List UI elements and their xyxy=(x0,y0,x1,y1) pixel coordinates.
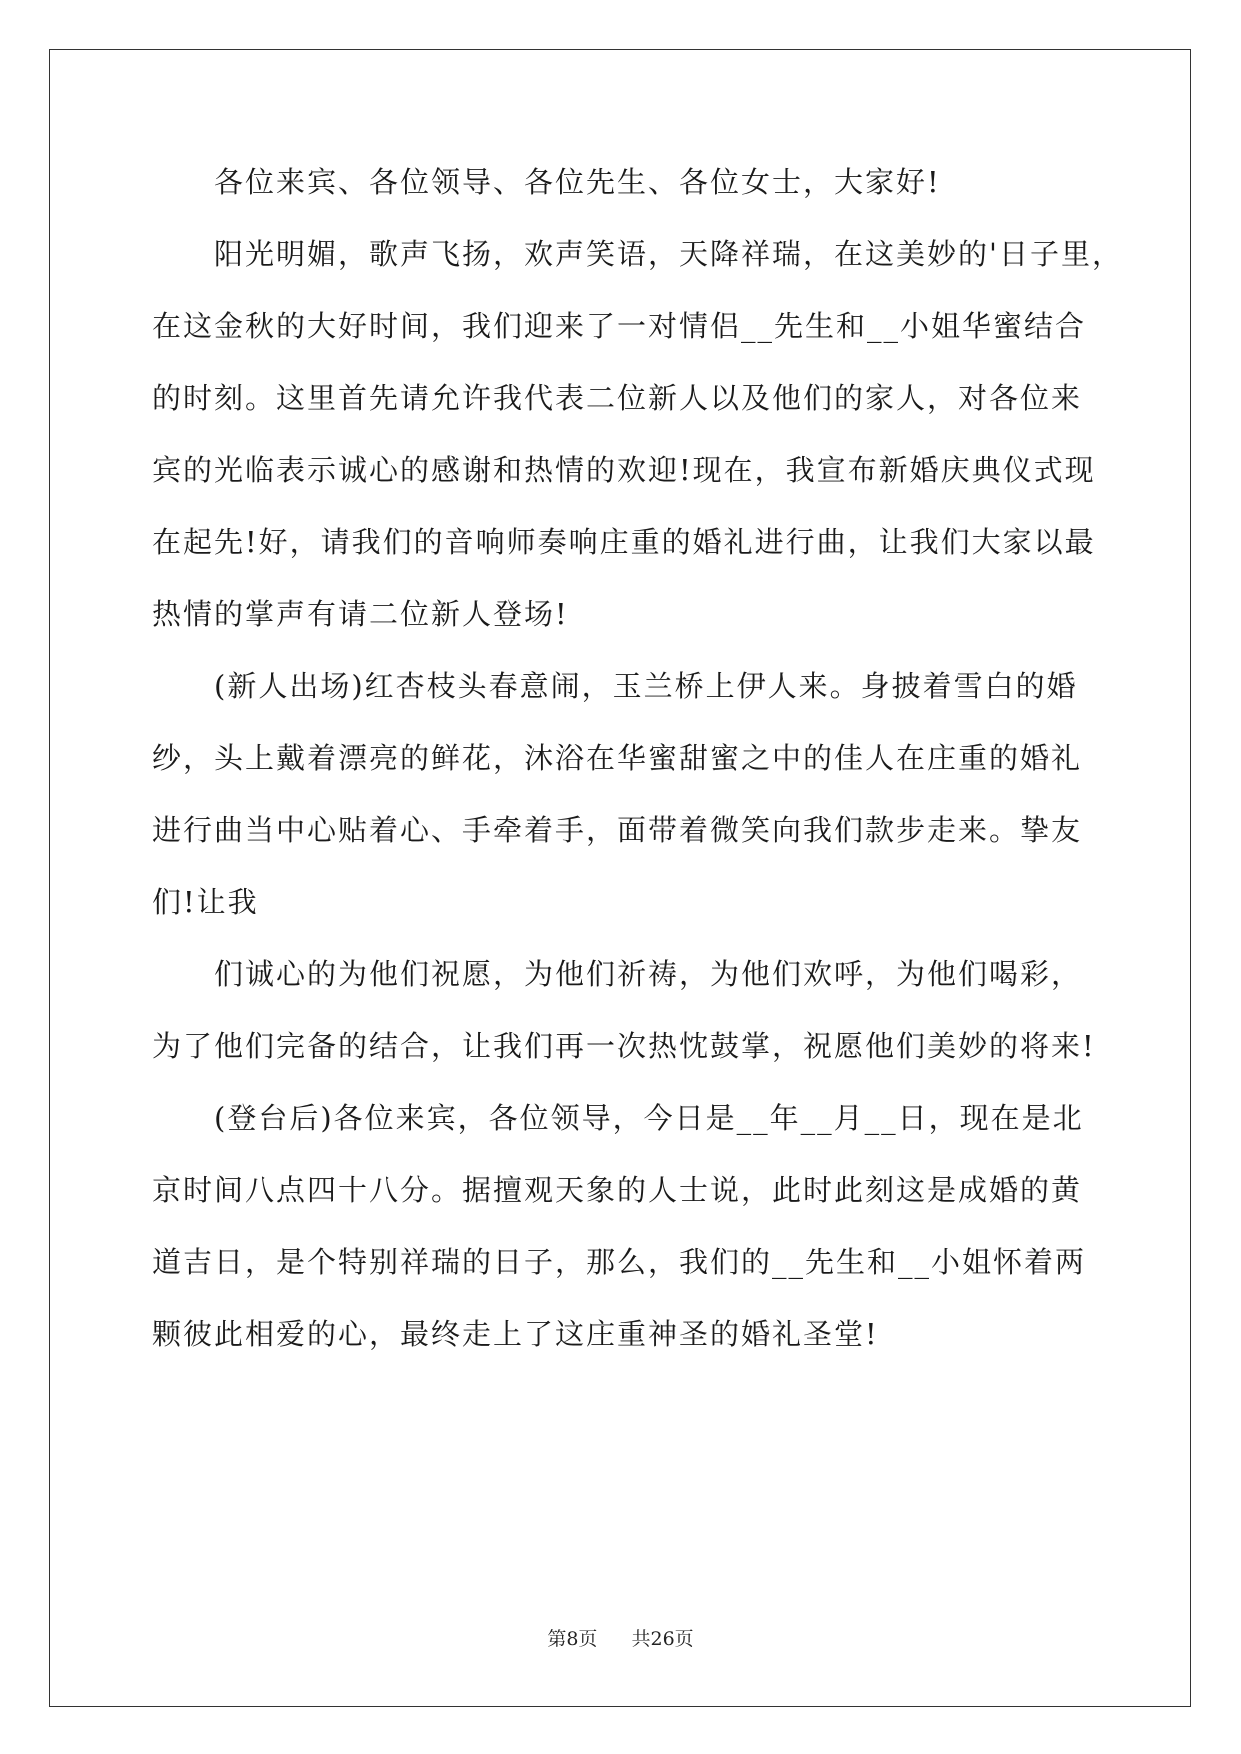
text-line: 宾的光临表示诚心的感谢和热情的欢迎!现在，我宣布新婚庆典仪式现 xyxy=(152,453,1096,487)
page-total: 共26页 xyxy=(631,1628,694,1650)
page-footer xyxy=(0,1627,1241,1651)
text-line: 纱，头上戴着漂亮的鲜花，沐浴在华蜜甜蜜之中的佳人在庄重的婚礼 xyxy=(152,741,1083,775)
text-line: 们诚心的为他们祝愿，为他们祈祷，为他们欢呼，为他们喝彩， xyxy=(152,957,1083,991)
text-line: (新人出场)红杏枝头春意闹，玉兰桥上伊人来。身披着雪白的婚 xyxy=(152,669,1078,703)
text-line: 们!让我 xyxy=(152,885,259,919)
page-frame xyxy=(49,49,1191,1707)
text-line: 的时刻。这里首先请允许我代表二位新人以及他们的家人，对各位来 xyxy=(152,381,1083,415)
page-number: 第8页 xyxy=(547,1628,598,1650)
text-line: 道吉日，是个特别祥瑞的日子，那么，我们的__先生和__小姐怀着两 xyxy=(152,1245,1087,1279)
text-line: 进行曲当中心贴着心、手牵着手，面带着微笑向我们款步走来。挚友 xyxy=(152,813,1083,847)
text-line: 阳光明媚，歌声飞扬，欢声笑语，天降祥瑞，在这美妙的'日子里， xyxy=(152,237,1123,271)
text-line: 京时间八点四十八分。据擅观天象的人士说，此时此刻这是成婚的黄 xyxy=(152,1173,1083,1207)
text-line: 颗彼此相爱的心，最终走上了这庄重神圣的婚礼圣堂! xyxy=(152,1317,879,1351)
text-line: 为了他们完备的结合，让我们再一次热忱鼓掌，祝愿他们美妙的将来! xyxy=(152,1029,1096,1063)
text-line: 在这金秋的大好时间，我们迎来了一对情侣__先生和__小姐华蜜结合 xyxy=(152,309,1087,343)
text-line: (登台后)各位来宾，各位领导，今日是__年__月__日，现在是北 xyxy=(152,1101,1084,1135)
text-line: 在起先!好，请我们的音响师奏响庄重的婚礼进行曲，让我们大家以最 xyxy=(152,525,1096,559)
text-line: 各位来宾、各位领导、各位先生、各位女士，大家好! xyxy=(152,165,941,199)
text-line: 热情的掌声有请二位新人登场! xyxy=(152,597,569,631)
